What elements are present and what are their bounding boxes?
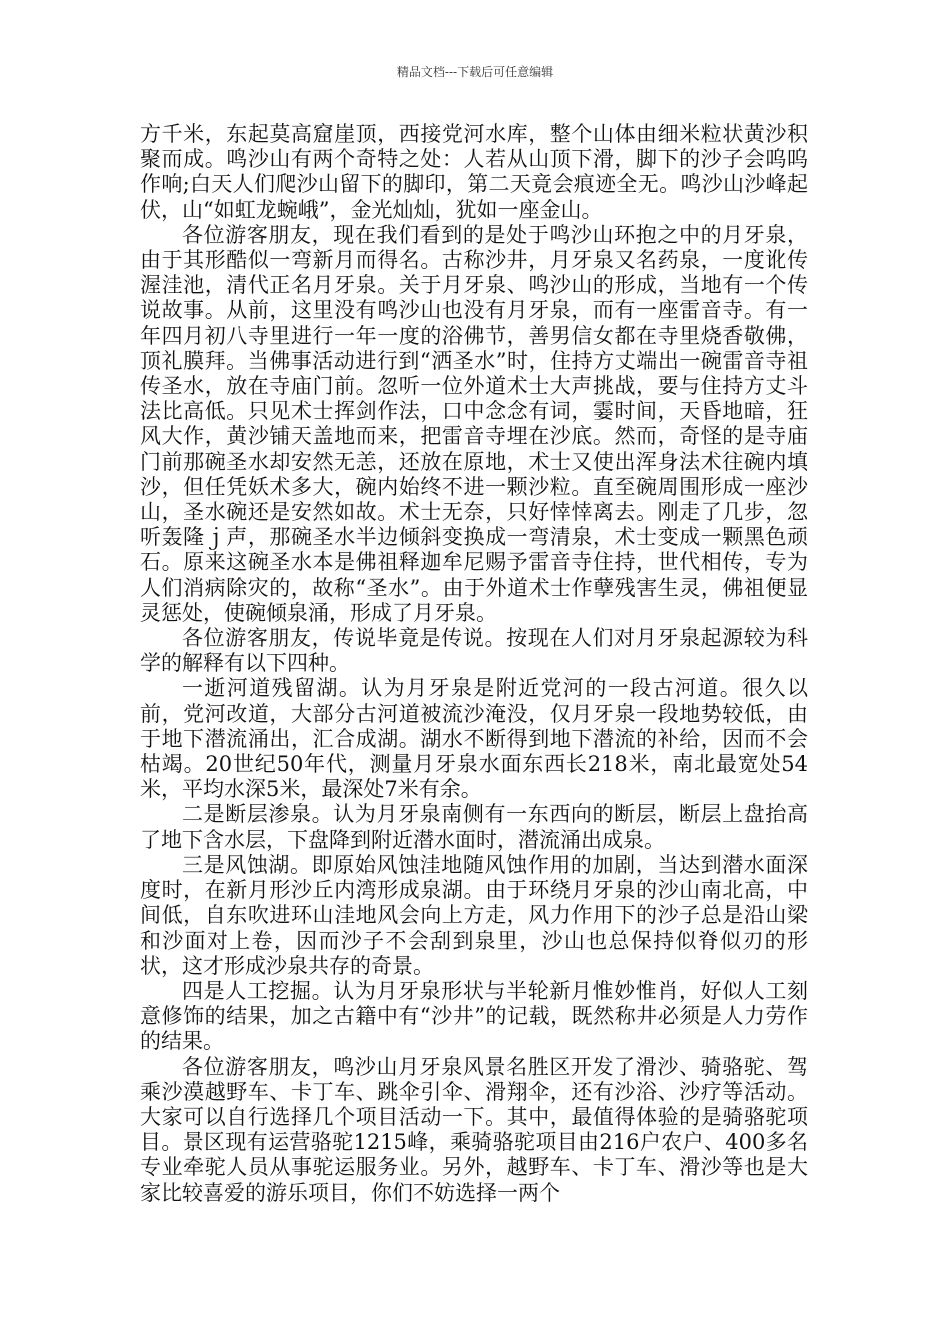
- paragraph-6: 三是风蚀湖。即原始风蚀洼地随风蚀作用的加剧，当达到潜水面深度时，在新月形沙丘内湾形成泉湖。由于环绕月牙泉的沙山南北高，中间低，自东吹进环山洼地风会向上方走，风力作用下的沙子总是沿山梁和沙面对上卷，因而沙子不会刮到泉里，沙山也总保持似脊似刃的形状，这才形成沙泉共存的奇景。: [140, 852, 808, 978]
- paragraph-7: 四是人工挖掘。认为月牙泉形状与半轮新月惟妙惟肖，好似人工刻意修饰的结果，加之古籍中有“沙井”的记载，既然称井必须是人力劳作的结果。: [140, 978, 808, 1054]
- paragraph-8: 各位游客朋友，鸣沙山月牙泉风景名胜区开发了滑沙、骑骆驼、驾乘沙漠越野车、卡丁车、跳伞引伞、滑翔伞，还有沙浴、沙疗等活动。大家可以自行选择几个项目活动一下。其中，最值得体验的是骑骆驼项目。景区现有运营骆驼1215峰，乘骑骆驼项目由216户农户、400多名专业牵驼人员从事驼运服务业。另外，越野车、卡丁车、滑沙等也是大家比较喜爱的游乐项目，你们不妨选择一两个: [140, 1054, 808, 1205]
- paragraph-4: 一逝河道残留湖。认为月牙泉是附近党河的一段古河道。很久以前，党河改道，大部分古河道被流沙淹没，仅月牙泉一段地势较低，由于地下潜流涌出，汇合成湖。湖水不断得到地下潜流的补给，因而不会枯竭。20世纪50年代，测量月牙泉水面东西长218米，南北最宽处54米，平均水深5米，最深处7米有余。: [140, 676, 808, 802]
- paragraph-5: 二是断层渗泉。认为月牙泉南侧有一东西向的断层，断层上盘抬高了地下含水层，下盘降到附近潜水面时，潜流涌出成泉。: [140, 802, 808, 852]
- paragraph-2: 各位游客朋友，现在我们看到的是处于鸣沙山环抱之中的月牙泉，由于其形酷似一弯新月而得名。古称沙井，月牙泉又名药泉，一度讹传渥洼池，清代正名月牙泉。关于月牙泉、鸣沙山的形成，当地有一个传说故事。从前，这里没有鸣沙山也没有月牙泉，而有一座雷音寺。有一年四月初八寺里进行一年一度的浴佛节，善男信女都在寺里烧香敬佛，顶礼膜拜。当佛事活动进行到“洒圣水”时，住持方丈端出一碗雷音寺祖传圣水，放在寺庙门前。忽听一位外道术士大声挑战，要与住持方丈斗法比高低。只见术士挥剑作法，口中念念有词，霎时间，天昏地暗，狂风大作，黄沙铺天盖地而来，把雷音寺埋在沙底。然而，奇怪的是寺庙门前那碗圣水却安然无恙，还放在原地，术士又使出浑身法术往碗内填沙，但任凭妖术多大，碗内始终不进一颗沙粒。直至碗周围形成一座沙山，圣水碗还是安然如故。术士无奈，只好悻悻离去。刚走了几步，忽听轰隆ｊ声，那碗圣水半边倾斜变换成一弯清泉，术士变成一颗黑色顽石。原来这碗圣水本是佛祖释迦牟尼赐予雷音寺住持，世代相传，专为人们消病除灾的，故称“圣水”。由于外道术士作孽残害生灵，佛祖便显灵惩处，使碗倾泉涌，形成了月牙泉。: [140, 222, 808, 625]
- paragraph-3: 各位游客朋友，传说毕竟是传说。按现在人们对月牙泉起源较为科学的解释有以下四种。: [140, 626, 808, 676]
- page-header: 精品文档---下载后可任意编辑: [396, 65, 554, 79]
- paragraph-1: 方千米，东起莫高窟崖顶，西接党河水库，整个山体由细米粒状黄沙积聚而成。鸣沙山有两个奇特之处：人若从山顶下滑，脚下的沙子会呜呜作响;白天人们爬沙山留下的脚印，第二天竟会痕迹全无。鸣沙山沙峰起伏，山“如虹龙蜿峨”，金光灿灿，犹如一座金山。: [140, 122, 808, 222]
- document-body: [140, 122, 808, 1206]
